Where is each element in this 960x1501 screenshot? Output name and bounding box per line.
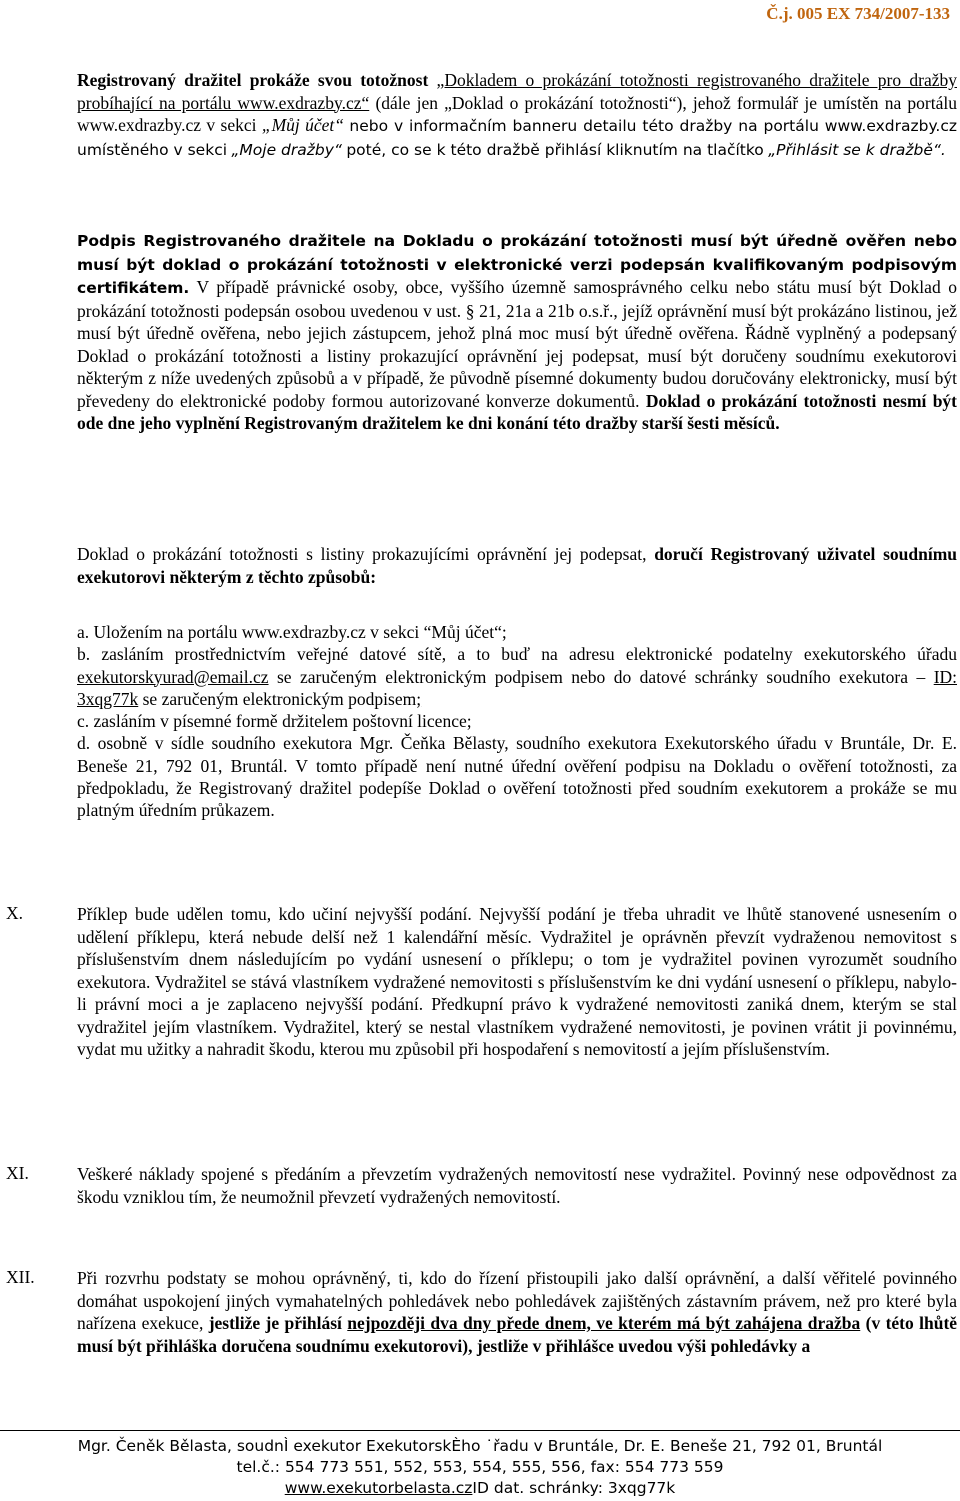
footer-contacts: [0, 1478, 960, 1498]
paragraph-signature: Podpis Registrovaného dražitele na Dokladu o prokázání totožnosti musí být úředně ověřen nebo musí být doklad o prokázání totožnosti v elektronické verzi podepsán kvalifikovaným podpisovým certifikátem. V případě právnické osoby, obce, vyššího územně samosprávného celku nebo státu musí být Doklad o prokázání totožnosti podepsán osobou uvedenou v ust. § 21, 21a a 21b o.s.ř., jejíž oprávnění musí být prokázáno listinou, jež musí být úředně ověřena, nebo jejich zástupcem, jehož plná moc musí být úředně ověřena. Řádně vyplněný a podepsaný Doklad o prokázání totožnosti a listiny prokazující oprávnění jej podepsat, musí být doručeny soudnímu exekutorovi některým z níže uvedených způsobů a v případě, že původně písemné dokumenty budou doručovány elektronicky, musí být převedeny do elektronické podoby formou autorizované konverze dokumentů. Doklad o prokázání totožnosti nesmí být ode dne jeho vyplnění Registrovaným dražitelem ke dni konání této dražby starší šesti měsíců.: [77, 232, 958, 433]
list-item: d. osobně v sídle soudního exekutora Mgr. Čeňka Bělasty, soudního exekutora Exekutorského úřadu v Bruntále, Dr. E. Beneše 21, 792 01, Bruntál. V tomto případě není nutné úřední ověření podpisu na Dokladu o ověření totožnosti, za předpokladu, že Registrovaný dražitel podepíše Doklad o ověření totožnosti před soudním exekutorem a prokáže se mu platným úředním průkazem.: [77, 733, 957, 821]
list-item: c. zasláním v písemné formě držitelem poštovní licence;: [77, 711, 472, 732]
list-item: a. Uložením na portálu www.exdrazby.cz v sekci “Můj účet“;: [77, 622, 507, 642]
website-link[interactable]: www.exekutorbelasta.cz: [284, 1479, 473, 1497]
paragraph-delivery: Doklad o prokázání totožnosti s listiny prokazujícími oprávnění jej podepsat, doručí Registrovaný uživatel soudnímu exekutorovi některým z těchto způsobů:: [77, 544, 958, 587]
footer-address: Mgr. Čeněk Bělasta, soudnÌ exekutor ExekutorskÈho ˙řadu v Bruntále, Dr. E. Beneše 21, 792 01, Bruntál: [77, 1437, 883, 1455]
section-number: X.: [6, 903, 24, 923]
delivery-methods-list: [77, 621, 957, 822]
databox-label: ID dat. schránky: 3xqg77k: [472, 1479, 676, 1497]
list-item: b. zasláním prostřednictvím veřejné datové sítě, a to buď na adresu elektronické podatelny exekutorského úřadu exekutorskyurad@email.cz se zaručeným elektronickým podpisem nebo do datové schránky soudního exekutora – ID: 3xqg77k se zaručeným elektronickým podpisem;: [77, 644, 958, 709]
section-12-text: Při rozvrhu podstaty se mohou oprávněný, ti, kdo do řízení přistoupili jako další oprávnění, a další věřitelé povinného domáhat uspokojení jiných vymahatelných pohledávek nebo pohledávek zajištěných zástavním právem, než pro které byla nařízena exekuce, jestliže je přihlásí nejpozději dva dny přede dnem, ve kterém má být zahájena dražba (v této lhůtě musí být přihláška doručena soudnímu exekutorovi), jestliže v přihlášce uvedou výši pohledávky a: [77, 1268, 958, 1356]
section-number: XI.: [6, 1163, 29, 1183]
section-10-text: Příklep bude udělen tomu, kdo učiní nejvyšší podání. Nejvyšší podání je třeba uhradit ve lhůtě stanovené usnesením o udělení příklepu, která nebude delší než 1 kalendářní měsíc. Vydražitel je oprávněn převzít vydraženou nemovitost s příslušenstvím dnem následujícím po vydání usnesení o příklepu; o tom je vydražitel povinen vyrozumět soudního exekutora. Vydražitel se stává vlastníkem vydražené nemovitosti s příslušenstvím ke dni vydání usnesení o příklepu, nabylo-li právní moci a je zaplaceno nejvyšší podání. Předkupní právo k vydražené nemovitosti zaniká dnem, kterým se stal vydražitel jejím vlastníkem. Vydražitel, který se nestal vlastníkem vydražené nemovitosti, je povinen vrátit ji povinnému, vydat mu užitky a nahradit škodu, kterou mu způsobil při hospodaření s nemovitostí a jejím příslušenstvím.: [77, 904, 957, 1059]
footer-phone: tel.č.: 554 773 551, 552, 553, 554, 555, 556, fax: 554 773 559: [236, 1458, 724, 1476]
paragraph-identity-proof: Registrovaný dražitel prokáže svou totožnost „Dokladem o prokázání totožnosti registrovaného dražitele pro dražby probíhající na portálu www.exdrazby.cz“ (dále jen „Doklad o prokázání totožnosti“), jehož formulář je umístěn na portálu www.exdrazby.cz v sekci „Můj účet“ nebo v informačním banneru detailu této dražby na portálu www.exdrazby.cz umístěného v sekci „Moje dražby“ poté, co se k této dražbě přihlásí kliknutím na tlačítko „Přihlásit se k dražbě“.: [77, 70, 958, 159]
section-number: XII.: [6, 1267, 35, 1287]
case-reference: Č.j. 005 EX 734/2007-133: [766, 4, 950, 23]
email-link[interactable]: exekutorskyurad@email.cz: [77, 666, 269, 687]
doklad-link-text: „Dokladem o prokázání totožnosti registrovaného dražitele pro dražby probíhající na portálu www.exdrazby.cz“: [77, 70, 957, 113]
footer-divider: [0, 1430, 960, 1431]
section-11-text: Veškeré náklady spojené s předáním a převzetím vydražených nemovitostí nese vydražitel. Povinný nese odpovědnost za škodu vzniklou tím, že neumožnil převzetí vydražených nemovitostí.: [77, 1164, 957, 1207]
databox-id: ID: 3xqg77k: [77, 666, 958, 709]
